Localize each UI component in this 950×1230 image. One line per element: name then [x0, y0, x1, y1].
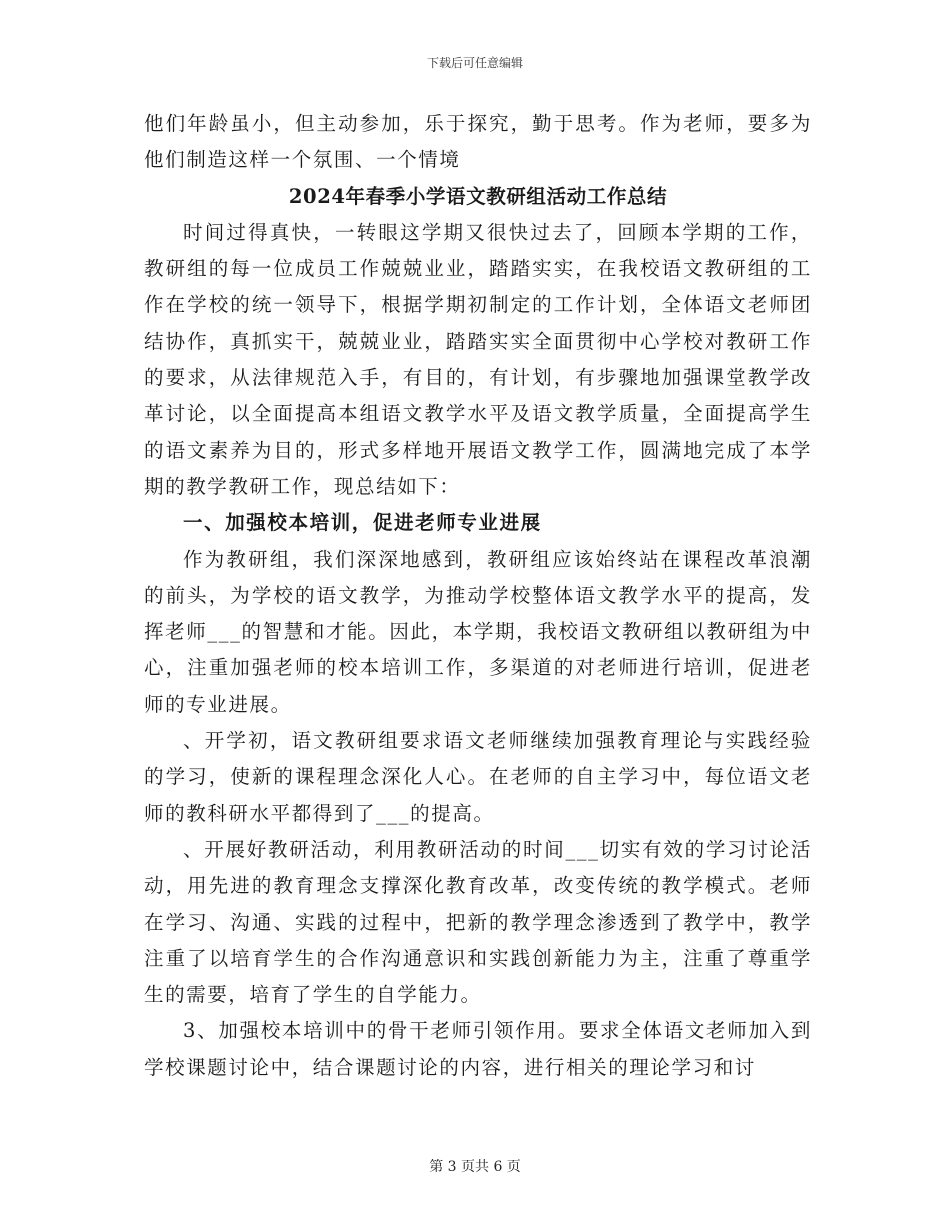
paragraph-item-1: 、开学初，语文教研组要求语文老师继续加强教育理论与实践经验的学习，使新的课程理念深化人心。在老师的自主学习中，每位语文老师的教科研水平都得到了___的提高。 [144, 729, 812, 825]
document-title: 2024年春季小学语文教研组活动工作总结 [288, 184, 668, 208]
document-body [144, 106, 812, 1086]
paragraph-item-2: 、开展好教研活动，利用教研活动的时间___切实有效的学习讨论活动，用先进的教育理念支撑深化教育改革，改变传统的教学模式。老师在学习、沟通、实践的过程中，把新的教学理念渗透到了教学中，教学注重了以培育学生的合作沟通意识和实践创新能力为主，注重了尊重学生的需要，培育了学生的自学能力。 [144, 837, 812, 1007]
page-footer: 第 3 页共 6 页 [429, 1159, 521, 1175]
paragraph-section-1: 作为教研组，我们深深地感到，教研组应该始终站在课程改革浪潮的前头，为学校的语文教学，为推动学校整体语文教学水平的提高，发挥老师___的智慧和才能。因此，本学期，我校语文教研组以教研组为中心，注重加强老师的校本培训工作，多渠道的对老师进行培训，促进老师的专业进展。 [144, 547, 812, 716]
paragraph-intro: 时间过得真快，一转眼这学期又很快过去了，回顾本学期的工作，教研组的每一位成员工作兢兢业业，踏踏实实，在我校语文教研组的工作在学校的统一领导下，根据学期初制定的工作计划，全体语文老师团结协作，真抓实干，兢兢业业，踏踏实实全面贯彻中心学校对教研工作的要求，从法律规范入手，有目的，有计划，有步骤地加强课堂教学改革讨论，以全面提高本组语文教学水平及语文教学质量，全面提高学生的语文素养为目的，形式多样地开展语文教学工作，圆满地完成了本学期的教学教研工作，现总结如下： [144, 220, 812, 498]
paragraph-item-3: 3、加强校本培训中的骨干老师引领作用。要求全体语文老师加入到学校课题讨论中，结合课题讨论的内容，进行相关的理论学习和讨 [144, 1019, 812, 1079]
paragraph-continued: 他们年龄虽小，但主动参加，乐于探究，勤于思考。作为老师，要多为他们制造这样一个氛围、一个情境 [144, 112, 812, 172]
page-header: 下载后可任意编辑 [426, 56, 523, 70]
section-heading-1: 一、加强校本培训，促进老师专业进展 [183, 511, 542, 535]
